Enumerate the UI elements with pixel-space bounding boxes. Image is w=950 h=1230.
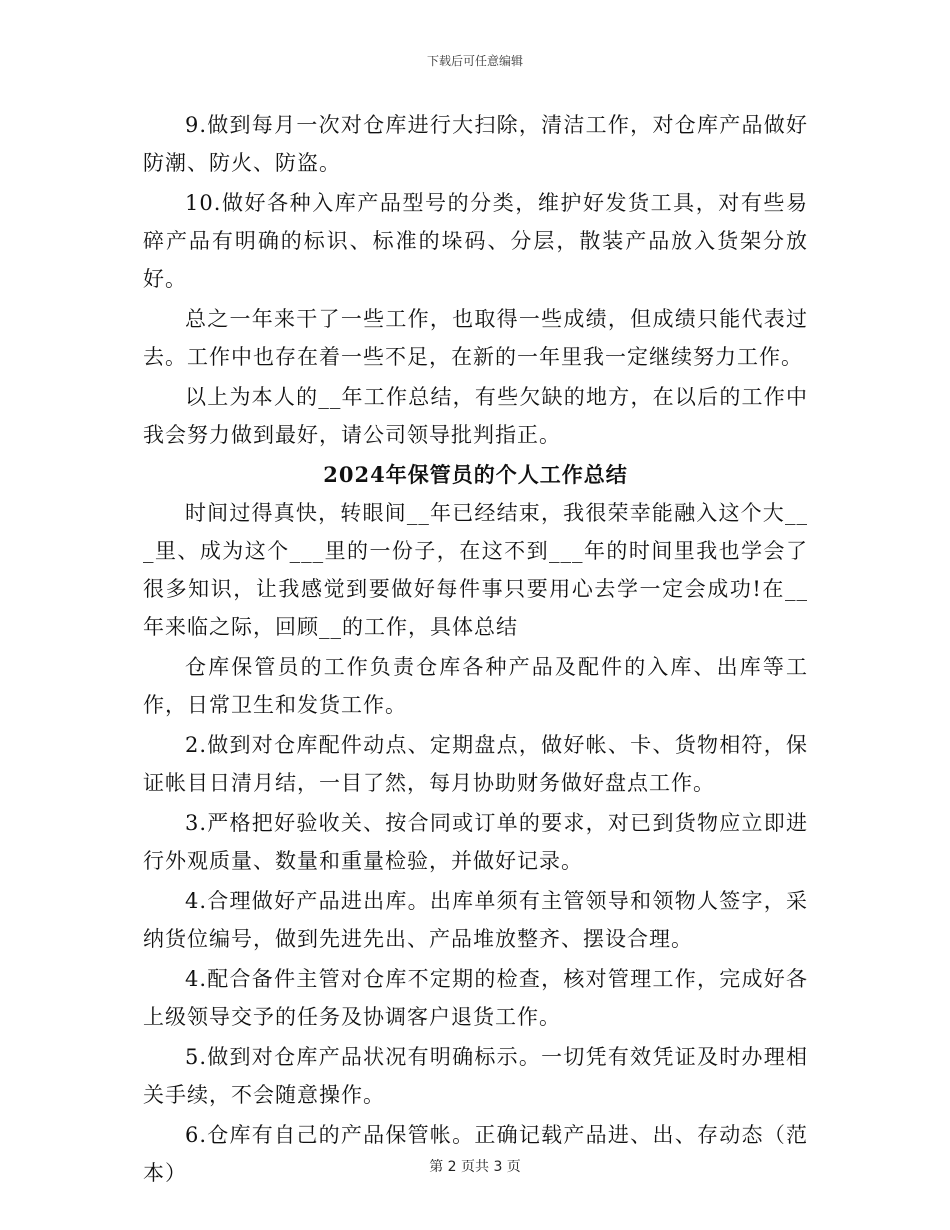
paragraph-item-5: 5.做到对仓库产品状况有明确标示。一切凭有效凭证及时办理相关手续，不会随意操作。	[143, 1045, 808, 1107]
paragraph-opening: 时间过得真快，转眼间__年已经结束，我很荣幸能融入这个大___里、成为这个___里的一份子，在这不到___年的时间里我也学会了很多知识，让我感觉到要做好每件事只要用心去学一定会成功!在__年来临之际，回顾__的工作，具体总结	[143, 501, 808, 639]
paragraph-item-6: 6.仓库有自己的产品保管帐。正确记载产品进、出、存动态（范本）	[143, 1123, 808, 1185]
paragraph-item-4a: 4.合理做好产品进出库。出库单须有主管领导和领物人签字，采纳货位编号，做到先进先出、产品堆放整齐、摆设合理。	[143, 889, 808, 951]
paragraph-item-9: 9.做到每月一次对仓库进行大扫除，清洁工作，对仓库产品做好防潮、防火、防盗。	[143, 113, 808, 175]
page-header: 下载后可任意编辑	[426, 54, 523, 68]
section-title: 2024年保管员的个人工作总结	[323, 462, 628, 487]
paragraph-item-3: 3.严格把好验收关、按合同或订单的要求，对已到货物应立即进行外观质量、数量和重量检验，并做好记录。	[143, 811, 808, 873]
paragraph-summary: 总之一年来干了一些工作，也取得一些成绩，但成绩只能代表过去。工作中也存在着一些不足，在新的一年里我一定继续努力工作。	[143, 307, 808, 369]
document-body	[143, 106, 808, 1194]
paragraph-item-4b: 4.配合备件主管对仓库不定期的检查，核对管理工作，完成好各上级领导交予的任务及协调客户退货工作。	[143, 967, 808, 1029]
paragraph-duties: 仓库保管员的工作负责仓库各种产品及配件的入库、出库等工作，日常卫生和发货工作。	[143, 655, 808, 717]
paragraph-closing: 以上为本人的__年工作总结，有些欠缺的地方，在以后的工作中我会努力做到最好，请公司领导批判指正。	[143, 385, 808, 447]
paragraph-item-10: 10.做好各种入库产品型号的分类，维护好发货工具，对有些易碎产品有明确的标识、标准的垛码、分层，散装产品放入货架分放好。	[143, 191, 808, 291]
paragraph-item-2: 2.做到对仓库配件动点、定期盘点，做好帐、卡、货物相符，保证帐目日清月结，一目了然，每月协助财务做好盘点工作。	[143, 733, 808, 795]
page-footer: 第 2 页共 3 页	[429, 1159, 521, 1175]
